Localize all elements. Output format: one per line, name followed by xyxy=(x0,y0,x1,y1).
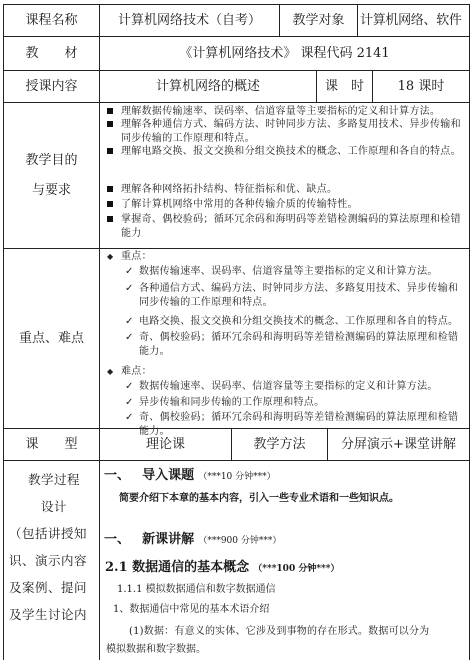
goal-text: 理解电路交换、报文交换和分组交换技术的概念、工作原理和各自的特点。 xyxy=(121,146,461,157)
rule xyxy=(99,4,100,660)
key-text: 数据传输速率、误码率、信道容量等主要指标的定义和计算方法。 xyxy=(139,266,438,277)
hours-label: 课 时 xyxy=(324,78,364,94)
check-icon: ✓ xyxy=(125,266,134,277)
subsection-title: 2.1 数据通信的基本概念 xyxy=(105,560,250,575)
audience-label: 教学对象 xyxy=(292,12,345,28)
rule xyxy=(3,460,470,461)
process-label xyxy=(9,466,99,660)
section-heading xyxy=(104,529,468,551)
course-name: 计算机网络技术（自考） xyxy=(117,12,261,28)
diff-heading xyxy=(107,365,467,379)
diff-title: 难点： xyxy=(121,366,152,377)
goal-text: 了解计算机网络中常用的各种传输介质的传输特性。 xyxy=(121,199,358,210)
goal-text: 理解各种通信方式、编码方法、时钟同步方法、多路复用技术、异步传输和同步传输的工作原理和特点。 xyxy=(121,119,461,144)
list-item xyxy=(107,213,467,240)
section-time: （***900 分钟***） xyxy=(198,536,282,546)
goals-label xyxy=(4,103,99,248)
textbook-label: 教 材 xyxy=(25,45,78,61)
process-label-line: 教学过程 xyxy=(27,472,80,487)
body-line: 1.1.1 模拟数据通信和数字数据通信 xyxy=(117,584,276,595)
body-line: (1)数据：有意义的实体、它涉及到事物的存在形式。数据可以分为 xyxy=(129,626,430,637)
key-text: 电路交换、报文交换和分组交换技术的概念、工作原理和各自的特点。 xyxy=(139,316,459,327)
list-item xyxy=(125,411,467,437)
body-line: 模拟数据和数字数据。 xyxy=(106,644,206,655)
textbook: 《计算机网络技术》 课程代码 2141 xyxy=(179,45,390,61)
body-line: 1、数据通信中常见的基本术语介绍 xyxy=(113,604,270,615)
check-icon: ✓ xyxy=(125,283,134,294)
list-item xyxy=(107,198,467,212)
content-label: 授课内容 xyxy=(25,78,78,94)
check-icon: ✓ xyxy=(125,412,134,423)
list-item xyxy=(107,183,467,197)
list-item xyxy=(125,315,467,329)
section-title: 新课讲解 xyxy=(142,532,195,547)
diamond-icon: ◆ xyxy=(107,252,114,261)
rule xyxy=(469,4,470,660)
subsection-time: （***100 分钟***） xyxy=(253,564,340,574)
list-item xyxy=(107,145,467,159)
goal-text: 掌握奇、偶校验码；循环冗余码和海明码等差错检测编码的算法原理和检错能力 xyxy=(121,214,461,239)
goal-text: 理解各种网络拓扑结构、特征指标和优、缺点。 xyxy=(121,184,338,195)
check-icon: ✓ xyxy=(125,397,134,408)
course-plan-table xyxy=(3,4,470,660)
process-label-line: 及学生讨论内 xyxy=(9,607,88,622)
hours: 18 课时 xyxy=(397,78,445,94)
check-icon: ✓ xyxy=(125,332,134,343)
audience: 计算机网络、软件 xyxy=(360,12,462,28)
key-text: 各种通信方式、编码方法、时钟同步方法、多路复用技术、异步传输和同步传输的工作原理和特点。 xyxy=(139,283,459,308)
list-item xyxy=(125,396,467,410)
section-time: （***10 分钟***） xyxy=(198,472,276,482)
diff-text: 奇、偶校验码；循环冗余码和海明码等差错检测编码的算法原理和检错能力。 xyxy=(139,412,459,437)
rule xyxy=(357,4,358,36)
process-label-line: 识、演示内容 xyxy=(9,553,88,568)
diamond-icon: ◆ xyxy=(107,367,114,376)
list-item xyxy=(125,331,467,358)
type-label: 课 型 xyxy=(25,436,78,452)
section-number: 一、 xyxy=(104,532,131,547)
section-number: 一、 xyxy=(104,468,131,483)
process-label-line: 设计 xyxy=(40,499,67,514)
key-heading xyxy=(107,250,467,264)
check-icon: ✓ xyxy=(125,381,134,392)
keypoints-label: 重点、难点 xyxy=(18,330,84,346)
goals-label-line: 与要求 xyxy=(31,182,71,198)
type-value: 理论课 xyxy=(145,436,185,452)
content-title: 计算机网络的概述 xyxy=(155,78,260,94)
list-item xyxy=(125,265,467,279)
method-value: 分屏演示+课堂讲解 xyxy=(341,436,456,452)
process-label-line: 及案例、提问 xyxy=(9,580,88,595)
check-icon: ✓ xyxy=(125,316,134,327)
section-title: 导入课题 xyxy=(142,468,195,483)
section-desc: 简要介绍下本章的基本内容，引入一些专业术语和一些知识点。 xyxy=(119,493,399,504)
list-item xyxy=(125,380,467,394)
list-item xyxy=(125,282,467,309)
section-heading xyxy=(104,465,468,487)
key-text: 奇、偶校验码；循环冗余码和海明码等差错检测编码的算法原理和检错能力。 xyxy=(139,332,459,357)
course-name-label: 课程名称 xyxy=(25,12,78,28)
goals-label-line: 教学目的 xyxy=(25,152,78,168)
subsection-heading xyxy=(105,558,469,578)
process-label-line: （包括讲授知 xyxy=(9,526,88,541)
diff-text: 异步传输和同步传输的工作原理和特点。 xyxy=(139,397,325,408)
list-item xyxy=(107,118,467,145)
list-item xyxy=(107,105,467,119)
goal-text: 理解数据传输速率、误码率、信道容量等主要指标的定义和计算方法。 xyxy=(121,106,441,117)
key-title: 重点： xyxy=(121,251,152,262)
diff-text: 数据传输速率、误码率、信道容量等主要指标的定义和计算方法。 xyxy=(139,381,438,392)
method-label: 教学方法 xyxy=(253,436,306,452)
